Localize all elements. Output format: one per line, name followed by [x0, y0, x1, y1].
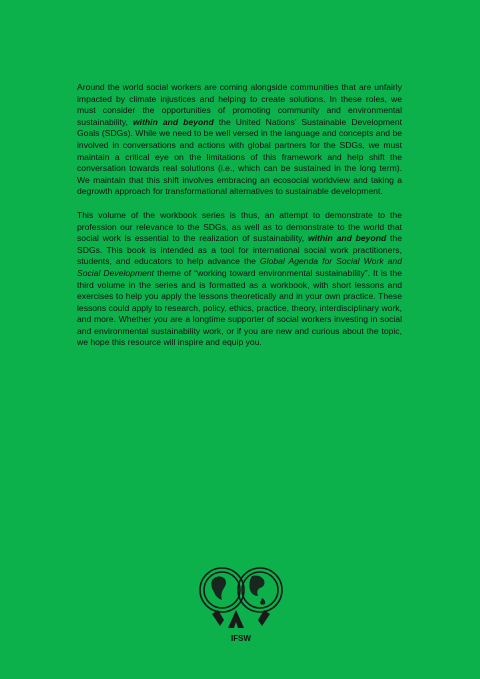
ifsw-logo	[196, 560, 286, 643]
body-text	[77, 82, 402, 361]
paragraph-1-text-a: Around the world social workers are coming alongside communities that are unfairly impacted by climate injustices and helping to create solutions. In these roles, we must consider the opportunities of promoting community and environmental sustainability,	[77, 82, 402, 127]
paragraph-2-text-b: the SDGs. This book is intended as a tool for international social work practitioners, students, and educators to help advance the	[77, 233, 402, 267]
ifsw-logo-text: IFSW	[231, 633, 251, 643]
globe-hands-icon	[196, 560, 286, 640]
paragraph-1-emphasis: within and beyond	[133, 116, 214, 127]
paragraph-2-text-c: theme of “working toward environmental sustainability”. It is the third volume in the series and is formatted as a workbook, with short lessons and exercises to help you apply the lessons theoretically and in your own practice. These lessons could apply to research, policy, ethics, practice, theory, interdisciplinary work, and more. Whether you are a longtime supporter of social workers investing in social and environmental sustainability work, or if you are new and curious about the topic, we hope this resource will inspire and equip you.	[77, 267, 402, 348]
paragraph-2	[77, 210, 402, 349]
global-agenda-title: Global Agenda for Social Work and Social Development	[77, 256, 402, 278]
paragraph-1	[77, 82, 402, 198]
paragraph-2-text-a: This volume of the workbook series is thus, an attempt to demonstrate to the profession our relevance to the SDGs, as well as to demonstrate to the world that social work is essential to the realization of sustainability,	[77, 209, 402, 244]
paragraph-1-text-b: the United Nations’ Sustainable Development Goals (SDGs). While we need to be well versed in the language and concepts and be involved in conversations and actions with global partners for the SDGs, we must maintain a critical eye on the limitations of this framework and help shift the conversation towards real solutions (i.e., which can be sustained in the long term). We maintain that this shift involves embracing an ecosocial worldview and taking a degrowth approach for transformational alternatives to sustainable development.	[77, 116, 402, 197]
paragraph-2-emphasis: within and beyond	[307, 233, 387, 244]
